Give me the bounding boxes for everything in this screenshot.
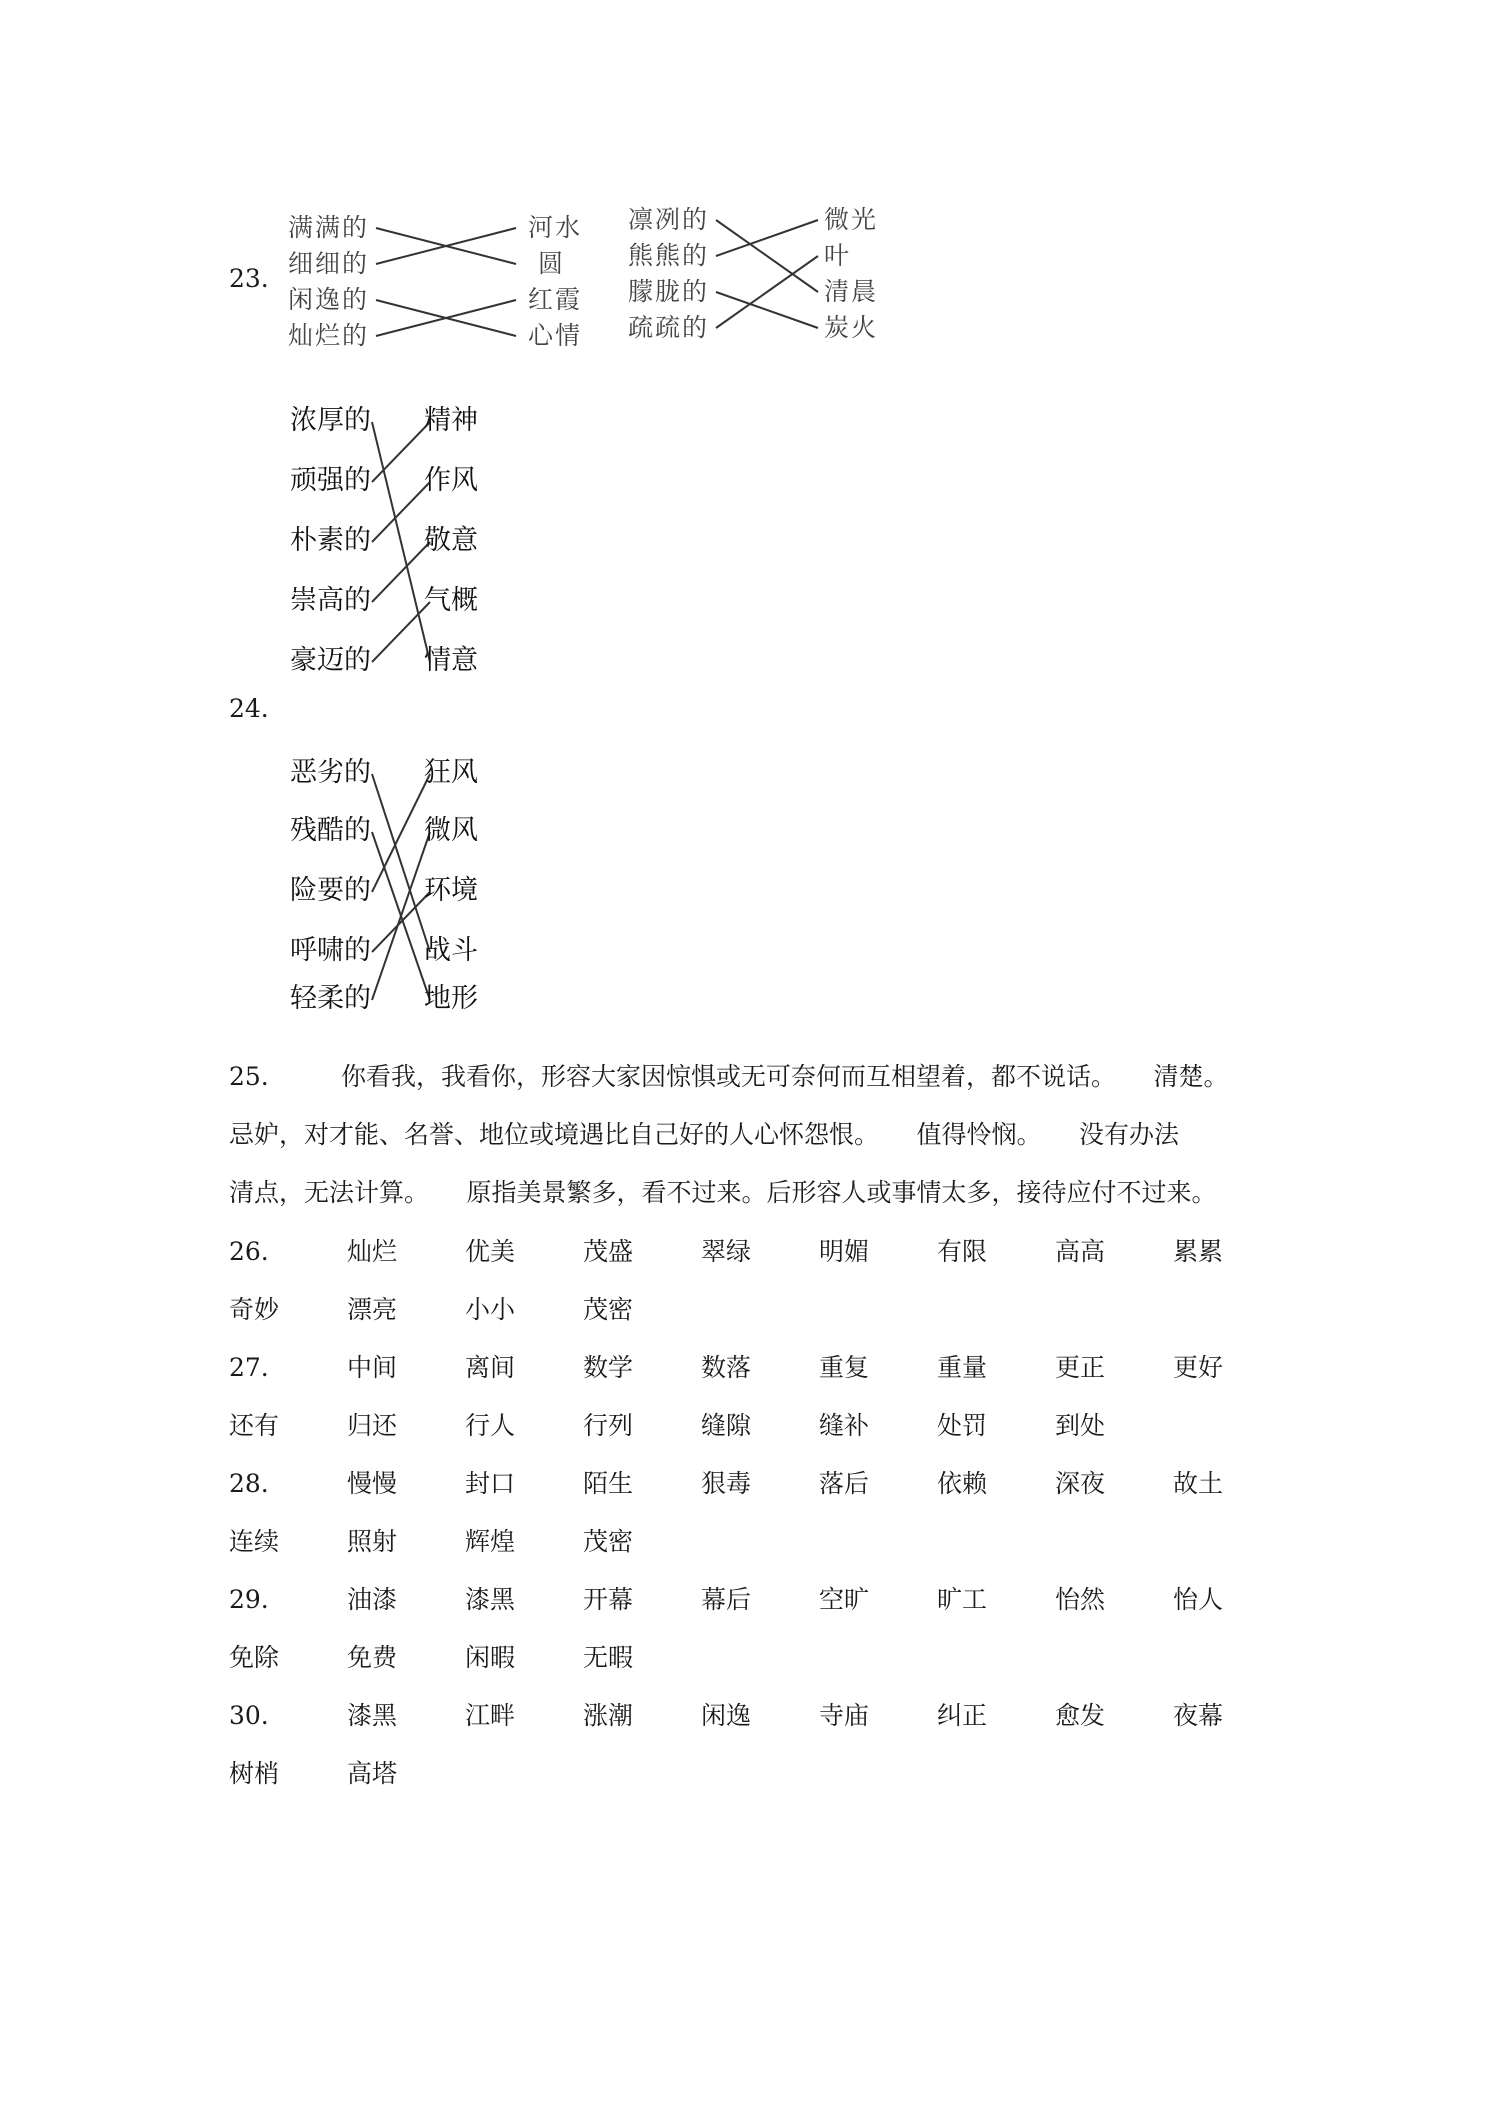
q29-word: 怡人 [1173, 1585, 1224, 1614]
q30-word: 纠正 [937, 1701, 988, 1730]
q29-word: 免费 [347, 1643, 398, 1672]
q23-noun-8: 炭火 [824, 313, 879, 342]
q24-adj-6: 恶劣的 [290, 757, 371, 788]
q28-word: 慢慢 [347, 1469, 398, 1498]
q26-word: 灿烂 [347, 1237, 398, 1266]
q28-word: 照射 [347, 1527, 398, 1556]
q28-word: 连续 [229, 1527, 280, 1556]
q24-adj-5: 豪迈的 [290, 645, 371, 676]
q30-word: 闲逸 [701, 1701, 752, 1730]
q23-noun-7: 清晨 [824, 277, 879, 306]
q23-adj-2: 细细的 [288, 249, 370, 278]
q27-word: 更正 [1055, 1353, 1106, 1382]
q23-noun-3: 红霞 [528, 285, 583, 314]
q26-word: 茂盛 [583, 1237, 634, 1266]
q28-word: 深夜 [1055, 1469, 1106, 1498]
q24-adj-1: 浓厚的 [290, 405, 371, 436]
q24-noun-8: 环境 [424, 875, 478, 906]
q26-word: 优美 [465, 1237, 516, 1266]
q23-adj-1: 满满的 [288, 213, 370, 242]
q27-number: 27. [229, 1353, 269, 1382]
q25-line-1: 你看我，我看你，形容大家因惊惧或无可奈何而互相望着，都不说话。 清楚。 [341, 1062, 1229, 1091]
q30-word: 愈发 [1055, 1701, 1106, 1730]
q29-word: 旷工 [937, 1585, 988, 1614]
q23-noun-2: 圆 [538, 249, 566, 278]
q23-adj-8: 疏疏的 [628, 313, 710, 342]
q23-line-6 [716, 220, 818, 256]
q30-word: 漆黑 [347, 1701, 398, 1730]
q25-number: 25. [229, 1062, 269, 1091]
q24-line-2 [372, 422, 430, 482]
q24-adj-8: 险要的 [290, 875, 371, 906]
q27-word: 行人 [465, 1411, 516, 1440]
q23-adj-5: 凛冽的 [628, 205, 710, 234]
q30-word: 涨潮 [583, 1701, 634, 1730]
q23-connector-lines [288, 200, 888, 360]
q23-adj-3: 闲逸的 [288, 285, 370, 314]
q28-word: 辉煌 [465, 1527, 516, 1556]
q23-adj-4: 灿烂的 [288, 321, 370, 350]
q24-line-9 [372, 892, 430, 952]
q27-word: 归还 [347, 1411, 398, 1440]
q25-line-2: 忌妒，对才能、名誉、地位或境遇比自己好的人心怀怨恨。 值得怜悯。 没有办法 [229, 1120, 1180, 1149]
q27-word: 还有 [229, 1411, 280, 1440]
q29-word: 油漆 [347, 1585, 398, 1614]
q28-word: 依赖 [937, 1469, 988, 1498]
q28-word: 茂密 [583, 1527, 634, 1556]
q24-noun-5: 情意 [424, 645, 478, 676]
q23-line-8 [716, 256, 818, 328]
q28-word: 落后 [819, 1469, 870, 1498]
q30-word: 树梢 [229, 1759, 280, 1788]
q23-noun-5: 微光 [824, 205, 879, 234]
q28-word: 陌生 [583, 1469, 634, 1498]
q29-word: 无暇 [583, 1643, 634, 1672]
q24-noun-7: 微风 [424, 815, 478, 846]
q30-word: 高塔 [347, 1759, 398, 1788]
q29-number: 29. [229, 1585, 269, 1614]
q23-line-7 [716, 292, 818, 328]
q24-adj-3: 朴素的 [290, 525, 371, 556]
q26-word: 高高 [1055, 1237, 1106, 1266]
q23-matching-diagram [288, 200, 888, 360]
q30-word: 寺庙 [819, 1701, 870, 1730]
q24-line-5 [372, 602, 430, 662]
q26-word: 漂亮 [347, 1295, 398, 1324]
q23-noun-1: 河水 [528, 213, 583, 242]
q24-noun-9: 战斗 [424, 935, 478, 966]
q26-word: 有限 [937, 1237, 988, 1266]
q27-word: 到处 [1055, 1411, 1106, 1440]
q30-number: 30. [229, 1701, 269, 1730]
q24-adj-10: 轻柔的 [290, 983, 371, 1014]
q30-word: 江畔 [465, 1701, 516, 1730]
q24-adj-9: 呼啸的 [290, 935, 371, 966]
q29-word: 幕后 [701, 1585, 752, 1614]
q24-line-6 [372, 774, 430, 952]
q29-word: 漆黑 [465, 1585, 516, 1614]
q26-number: 26. [229, 1237, 269, 1266]
q29-word: 免除 [229, 1643, 280, 1672]
q28-word: 故土 [1173, 1469, 1224, 1498]
q28-number: 28. [229, 1469, 269, 1498]
q27-word: 处罚 [937, 1411, 988, 1440]
q27-word: 缝补 [819, 1411, 870, 1440]
q27-word: 离间 [465, 1353, 516, 1382]
q24-noun-4: 气概 [424, 585, 478, 616]
q23-noun-6: 叶 [824, 241, 852, 270]
q23-noun-4: 心情 [528, 321, 583, 350]
q26-word: 小小 [465, 1295, 516, 1324]
q24-noun-3: 敬意 [424, 525, 478, 556]
q26-word: 累累 [1173, 1237, 1224, 1266]
q27-word: 更好 [1173, 1353, 1224, 1382]
q26-word: 茂密 [583, 1295, 634, 1324]
q24-line-8 [372, 774, 430, 892]
question-24-number: 24. [229, 694, 269, 723]
q24-line-3 [372, 482, 430, 542]
q24-adj-4: 崇高的 [290, 585, 371, 616]
q30-word: 夜幕 [1173, 1701, 1224, 1730]
q25-line-3: 清点，无法计算。 原指美景繁多，看不过来。后形容人或事情太多，接待应付不过来。 [229, 1178, 1217, 1207]
q27-word: 中间 [347, 1353, 398, 1382]
q29-word: 空旷 [819, 1585, 870, 1614]
q23-adj-6: 熊熊的 [628, 241, 710, 270]
q24-adj-7: 残酷的 [290, 815, 371, 846]
q26-word: 奇妙 [229, 1295, 280, 1324]
q27-word: 数落 [701, 1353, 752, 1382]
q24-matching-diagram [290, 400, 510, 1020]
q27-word: 重复 [819, 1353, 870, 1382]
q29-word: 闲暇 [465, 1643, 516, 1672]
q24-noun-6: 狂风 [424, 757, 478, 788]
q27-word: 行列 [583, 1411, 634, 1440]
q24-noun-1: 精神 [424, 405, 478, 436]
question-23-number: 23. [229, 264, 269, 293]
q24-noun-10: 地形 [424, 983, 478, 1014]
q24-line-1 [372, 422, 430, 662]
q24-line-4 [372, 542, 430, 602]
q27-word: 重量 [937, 1353, 988, 1382]
q28-word: 封口 [465, 1469, 516, 1498]
q27-word: 数学 [583, 1353, 634, 1382]
q23-line-5 [716, 220, 818, 292]
q29-word: 开幕 [583, 1585, 634, 1614]
q28-word: 狠毒 [701, 1469, 752, 1498]
q24-adj-2: 顽强的 [290, 465, 371, 496]
q24-noun-2: 作风 [424, 465, 478, 496]
q26-word: 明媚 [819, 1237, 870, 1266]
q26-word: 翠绿 [701, 1237, 752, 1266]
q23-adj-7: 朦胧的 [628, 277, 710, 306]
q27-word: 缝隙 [701, 1411, 752, 1440]
q29-word: 怡然 [1055, 1585, 1106, 1614]
